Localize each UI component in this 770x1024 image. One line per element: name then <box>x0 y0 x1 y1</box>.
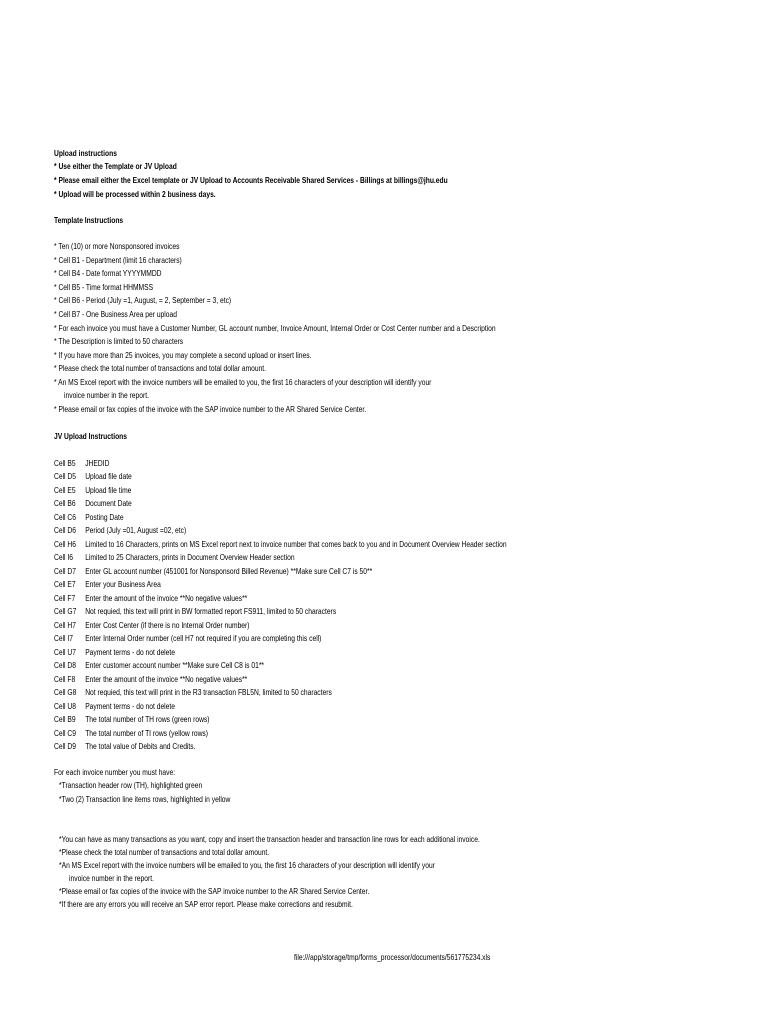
jv-cell-text: Not requied, this text will print in BW formatted report FS911, limited to 50 characters <box>85 606 337 616</box>
jv-row <box>54 525 186 535</box>
template-item: * Cell B7 - One Business Area per upload <box>54 309 177 319</box>
jv-row <box>54 633 321 643</box>
jv-row <box>54 566 372 576</box>
jv-cell-ref: Cell G7 <box>54 606 77 616</box>
jv-cell-ref: Cell D8 <box>54 660 76 670</box>
jv-cell-text: Enter Cost Center (if there is no Internal Order number) <box>85 620 250 630</box>
jv-row <box>54 674 247 684</box>
invoice-requirement: *Transaction header row (TH), highlighted green <box>59 780 203 790</box>
jv-cell-text: Not requied, this text will print in the R3 transaction FBL5N, limited to 50 characters <box>85 687 332 697</box>
jv-cell-ref: Cell U8 <box>54 701 76 711</box>
jv-cell-ref: Cell F7 <box>54 593 76 603</box>
jv-cell-ref: Cell H7 <box>54 620 76 630</box>
note: invoice number in the report. <box>69 873 154 883</box>
jv-cell-text: Document Date <box>85 498 132 508</box>
template-item: * An MS Excel report with the invoice numbers will be emailed to you, the first 16 characters of your description will identify your <box>54 377 432 387</box>
jv-row <box>54 741 195 751</box>
jv-cell-ref: Cell B6 <box>54 498 76 508</box>
template-heading: Template Instructions <box>54 215 124 225</box>
jv-row <box>54 728 208 738</box>
jv-row <box>54 606 336 616</box>
template-item: * Please email or fax copies of the invoice with the SAP invoice number to the AR Shared Service Center. <box>54 404 367 414</box>
jv-cell-ref: Cell C9 <box>54 728 76 738</box>
jv-cell-text: Limited to 25 Characters, prints in Document Overview Header section <box>85 552 295 562</box>
jv-cell-text: Enter the amount of the invoice **No negative values** <box>85 593 248 603</box>
jv-cell-text: Upload file date <box>85 471 132 481</box>
template-item: * If you have more than 25 invoices, you may complete a second upload or insert lines. <box>54 350 312 360</box>
template-item: * Cell B5 - Time format HHMMSS <box>54 282 154 292</box>
jv-cell-text: The total number of TH rows (green rows) <box>85 714 210 724</box>
template-item: * Please check the total number of transactions and total dollar amount. <box>54 363 267 373</box>
template-item: * The Description is limited to 50 characters <box>54 336 184 346</box>
jv-row <box>54 485 131 495</box>
jv-row <box>54 593 247 603</box>
note: *Please email or fax copies of the invoice with the SAP invoice number to the AR Shared Service Center. <box>59 886 370 896</box>
jv-cell-text: JHEDID <box>85 458 110 468</box>
jv-cell-ref: Cell I6 <box>54 552 74 562</box>
jv-cell-text: Upload file time <box>85 485 132 495</box>
jv-cell-text: Posting Date <box>85 512 124 522</box>
jv-cell-ref: Cell I7 <box>54 633 74 643</box>
template-item: * Cell B6 - Period (July =1, August, = 2, September = 3, etc) <box>54 295 232 305</box>
invoice-requirements-heading: For each invoice number you must have: <box>54 767 176 777</box>
jv-cell-ref: Cell E7 <box>54 579 76 589</box>
jv-cell-ref: Cell D5 <box>54 471 76 481</box>
jv-cell-ref: Cell D7 <box>54 566 76 576</box>
jv-cell-ref: Cell U7 <box>54 647 76 657</box>
template-item: invoice number in the report. <box>64 390 149 400</box>
jv-cell-text: The total number of TI rows (yellow rows) <box>85 728 209 738</box>
jv-row <box>54 552 295 562</box>
jv-row <box>54 647 175 657</box>
jv-cell-ref: Cell D6 <box>54 525 76 535</box>
jv-cell-ref: Cell D9 <box>54 741 76 751</box>
template-item: * Ten (10) or more Nonsponsored invoices <box>54 241 180 251</box>
jv-cell-text: Period (July =01, August =02, etc) <box>85 525 187 535</box>
jv-heading: JV Upload Instructions <box>54 431 128 441</box>
jv-cell-text: Enter the amount of the invoice **No negative values** <box>85 674 248 684</box>
jv-row <box>54 701 175 711</box>
jv-row <box>54 687 332 697</box>
jv-cell-ref: Cell B9 <box>54 714 76 724</box>
note: *If there are any errors you will receive an SAP error report. Please make corrections and resubmit. <box>59 899 353 909</box>
jv-cell-text: Payment terms - do not delete <box>85 701 175 711</box>
jv-row <box>54 539 507 549</box>
jv-cell-text: Limited to 16 Characters, prints on MS Excel report next to invoice number that comes back to you and in Document Overview Header section <box>85 539 507 549</box>
jv-cell-ref: Cell B5 <box>54 458 76 468</box>
jv-cell-text: Enter Internal Order number (cell H7 not required if you are completing this cell) <box>85 633 322 643</box>
jv-cell-text: Enter GL account number (451001 for Nonsponsord Billed Revenue) **Make sure Cell C7 is 50** <box>85 566 373 576</box>
jv-cell-text: Enter your Business Area <box>85 579 161 589</box>
upload-line: * Please email either the Excel template or JV Upload to Accounts Receivable Shared Services - Billings at billings@jhu.edu <box>54 175 448 185</box>
upload-heading: Upload instructions <box>54 148 117 158</box>
template-item: * Cell B4 - Date format YYYYMMDD <box>54 268 162 278</box>
jv-row <box>54 579 161 589</box>
template-item: * For each invoice you must have a Customer Number, GL account number, Invoice Amount, Internal Order or Cost Center number and a Description <box>54 323 496 333</box>
template-item: * Cell B1 - Department (limit 16 characters) <box>54 255 182 265</box>
note: *You can have as many transactions as you want, copy and insert the transaction header and transaction line rows for each additional invoice. <box>59 834 480 844</box>
note: *Please check the total number of transactions and total dollar amount. <box>59 847 270 857</box>
jv-row <box>54 471 132 481</box>
jv-cell-ref: Cell H6 <box>54 539 76 549</box>
jv-row <box>54 660 264 670</box>
jv-cell-ref: Cell E5 <box>54 485 76 495</box>
jv-cell-ref: Cell F8 <box>54 674 76 684</box>
note: *An MS Excel report with the invoice numbers will be emailed to you, the first 16 characters of your description will identify your <box>59 860 435 870</box>
upload-line: * Upload will be processed within 2 business days. <box>54 189 216 199</box>
jv-cell-text: Payment terms - do not delete <box>85 647 175 657</box>
jv-row <box>54 714 210 724</box>
jv-cell-text: Enter customer account number **Make sure Cell C8 is 01** <box>85 660 265 670</box>
jv-cell-ref: Cell C6 <box>54 512 76 522</box>
jv-row <box>54 512 124 522</box>
invoice-requirement: *Two (2) Transaction line items rows, highlighted in yellow <box>59 794 231 804</box>
file-path-footer: file:///app/storage/tmp/forms_processor/documents/561775234.xls <box>294 952 491 962</box>
upload-line: * Use either the Template or JV Upload <box>54 161 177 171</box>
jv-row <box>54 458 109 468</box>
jv-row <box>54 620 249 630</box>
jv-cell-ref: Cell G8 <box>54 687 77 697</box>
jv-row <box>54 498 132 508</box>
jv-cell-text: The total value of Debits and Credits. <box>85 741 196 751</box>
